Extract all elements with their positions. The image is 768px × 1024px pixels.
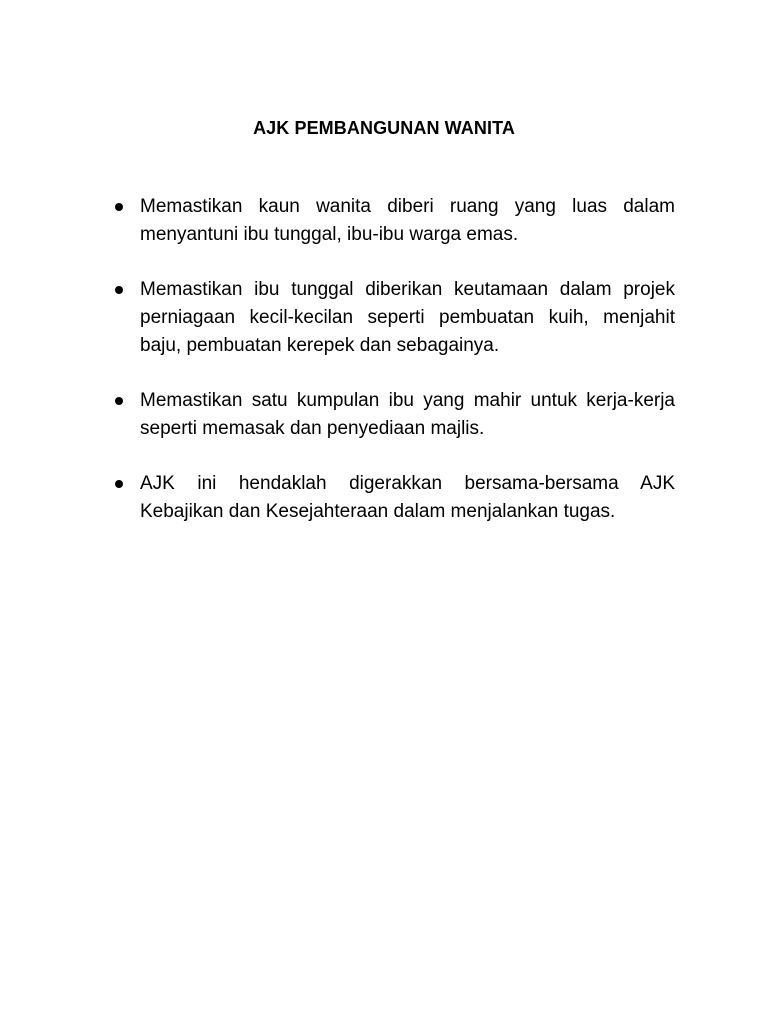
bullet-icon — [115, 286, 123, 294]
bullet-item — [112, 193, 675, 249]
bullet-text: AJK ini hendaklah digerakkan bersama-bersama AJK Kebajikan dan Kesejahteraan dalam menjalankan tugas. — [140, 473, 675, 522]
bullet-text: Memastikan satu kumpulan ibu yang mahir untuk kerja-kerja seperti memasak dan penyediaan majlis. — [140, 390, 675, 439]
bullet-item — [112, 470, 675, 526]
bullet-item — [112, 387, 675, 443]
bullet-icon — [115, 203, 123, 211]
bullet-text: Memastikan ibu tunggal diberikan keutamaan dalam projek perniagaan kecil-kecilan seperti pembuatan kuih, menjahit baju, pembuatan kerepek dan sebagainya. — [140, 279, 675, 356]
bullet-icon — [115, 480, 123, 488]
bullet-item — [112, 276, 675, 360]
bullet-list — [112, 193, 675, 553]
bullet-text: Memastikan kaun wanita diberi ruang yang luas dalam menyantuni ibu tunggal, ibu-ibu warga emas. — [140, 196, 675, 245]
document-title: AJK PEMBANGUNAN WANITA — [253, 118, 515, 138]
bullet-icon — [115, 397, 123, 405]
